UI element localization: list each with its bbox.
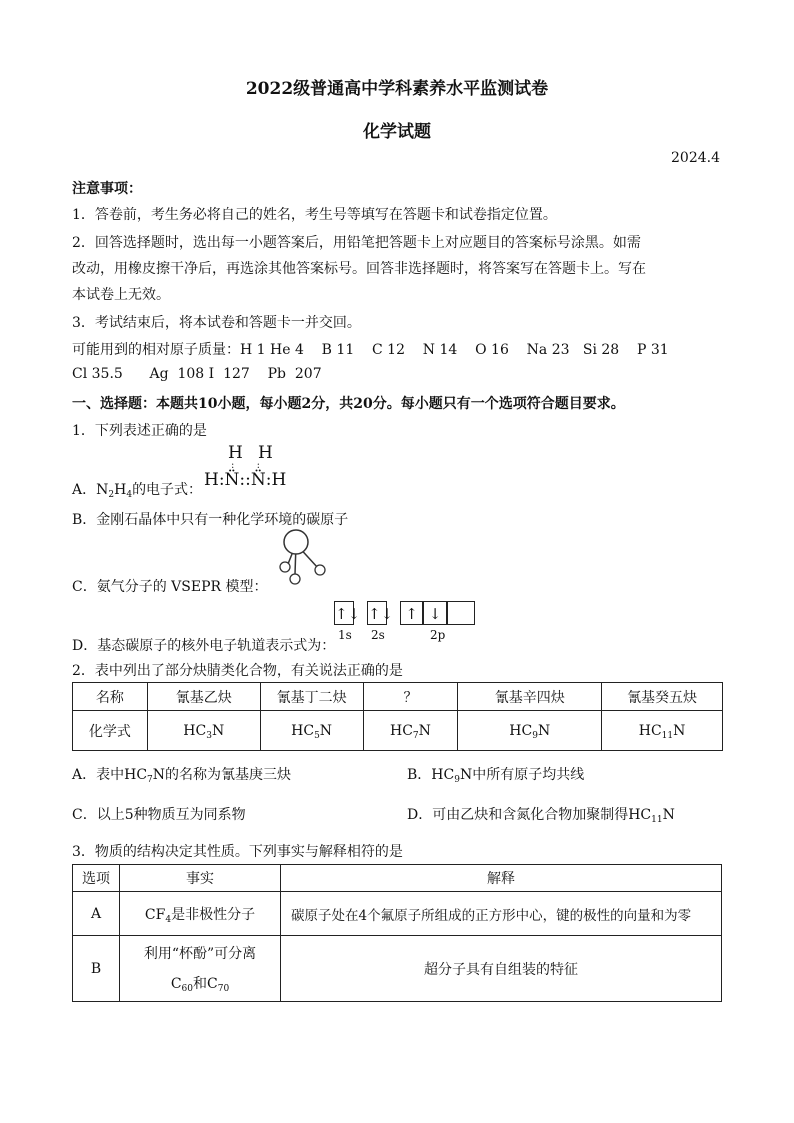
table-cell: 名称 <box>73 683 148 711</box>
lewis-h-top-1: H <box>228 443 243 463</box>
lewis-bond-dots: : : <box>231 460 260 471</box>
q3-table-row-a <box>73 892 722 936</box>
orbital-label-2p: 2p <box>430 628 446 642</box>
notice-item-2-line-2: 改动，用橡皮擦干净后，再选涂其他答案标号。回答非选择题时，将答案写在答题卡上。写在 <box>72 261 646 277</box>
q1-option-a: A．$N_2H_4$的电子式： <box>72 482 203 500</box>
table-cell: 超分子具有自组装的特征 <box>281 936 722 1002</box>
q3-table-header-row <box>73 865 722 892</box>
orbital-label-2s: 2s <box>371 628 385 642</box>
orbital-box-1s: ↑↓ <box>334 601 354 625</box>
table-cell: 碳原子处在4个氟原子所组成的正方形中心，键的极性的向量和为零 <box>281 892 722 936</box>
table-cell: $CF_4$是非极性分子 <box>120 892 281 936</box>
table-cell: 利用“杯酚”可分离 $C_{60}$和$C_{70}$ <box>120 936 281 1002</box>
q1-stem: 1．下列表述正确的是 <box>72 423 207 439</box>
vsepr-model-icon <box>274 528 330 590</box>
q1-option-c: C．氨气分子的 VSEPR 模型： <box>72 579 268 595</box>
table-cell: $HC_3N$ <box>147 711 260 751</box>
table-cell: 解释 <box>281 865 722 892</box>
orbital-box-2p-1: ↑ <box>400 601 423 625</box>
notice-item-2-line-1: 2．回答选择题时，选出每一小题答案后，用铅笔把答题卡上对应题目的答案标号涂黑。如需 <box>72 235 641 251</box>
orbital-box-2p-3 <box>447 601 475 625</box>
notice-item-1: 1．答卷前，考生务必将自己的姓名，考生号等填写在答题卡和试卷指定位置。 <box>72 207 557 223</box>
atomic-masses-line-1: 可能用到的相对原子质量：H 1 He 4 B 11 C 12 N 14 O 16 Na 23 Si 28 P 31 <box>72 342 669 358</box>
table-cell: 氰基癸五炔 <box>602 683 723 711</box>
q2-stem: 2．表中列出了部分炔腈类化合物，有关说法正确的是 <box>72 663 403 679</box>
q1-option-b: B．金刚石晶体中只有一种化学环境的碳原子 <box>72 512 349 528</box>
q2-option-b: B．$HC_9N$中所有原子均共线 <box>407 767 585 785</box>
section-1-heading: 一、选择题：本题共10小题，每小题2分，共20分。每小题只有一个选项符合题目要求。 <box>72 396 625 412</box>
exam-subject: 化学试题 <box>363 122 431 142</box>
table-cell: ？ <box>363 683 458 711</box>
table-cell: 选项 <box>73 865 120 892</box>
atomic-masses-line-2: Cl 35.5 Ag 108 I 127 Pb 207 <box>72 366 322 382</box>
notice-heading: 注意事项： <box>72 181 142 197</box>
notice-item-2-line-3: 本试卷上无效。 <box>72 287 170 303</box>
q2-option-c: C．以上5种物质互为同系物 <box>72 807 246 823</box>
table-cell: 事实 <box>120 865 281 892</box>
lewis-h-top-2: H <box>258 443 273 463</box>
q2-table <box>72 682 723 751</box>
table-cell: $HC_7N$ <box>363 711 458 751</box>
lewis-structure-row: H:N̈::N̈:H <box>204 470 287 490</box>
orbital-diagram <box>334 601 484 645</box>
q2-option-d: D．可由乙炔和含氮化合物加聚制得$HC_{11}N$ <box>407 807 675 825</box>
exam-date: 2024.4 <box>671 150 720 166</box>
notice-item-3: 3．考试结束后，将本试卷和答题卡一并交回。 <box>72 315 361 331</box>
exam-title: 2022级普通高中学科素养水平监测试卷 <box>245 79 549 99</box>
table-cell: 氰基丁二炔 <box>260 683 363 711</box>
table-cell: B <box>73 936 120 1002</box>
q2-table-header-row <box>73 683 723 711</box>
table-cell: $HC_{11}N$ <box>602 711 723 751</box>
q3-table <box>72 864 722 1002</box>
table-cell: A <box>73 892 120 936</box>
table-cell: 化学式 <box>73 711 148 751</box>
orbital-box-2p-2: ↓ <box>423 601 447 625</box>
q3-table-row-b <box>73 936 722 1002</box>
table-cell: $HC_9N$ <box>458 711 602 751</box>
q2-option-a: A．表中$HC_7N$的名称为氰基庚三炔 <box>72 767 292 785</box>
table-cell: 氰基辛四炔 <box>458 683 602 711</box>
q1-option-d: D．基态碳原子的核外电子轨道表示式为： <box>72 638 336 654</box>
q3-stem: 3．物质的结构决定其性质。下列事实与解释相符的是 <box>72 844 403 860</box>
orbital-box-2s: ↑↓ <box>367 601 387 625</box>
table-cell: 氰基乙炔 <box>147 683 260 711</box>
q2-table-formula-row <box>73 711 723 751</box>
table-cell: $HC_5N$ <box>260 711 363 751</box>
orbital-label-1s: 1s <box>338 628 352 642</box>
